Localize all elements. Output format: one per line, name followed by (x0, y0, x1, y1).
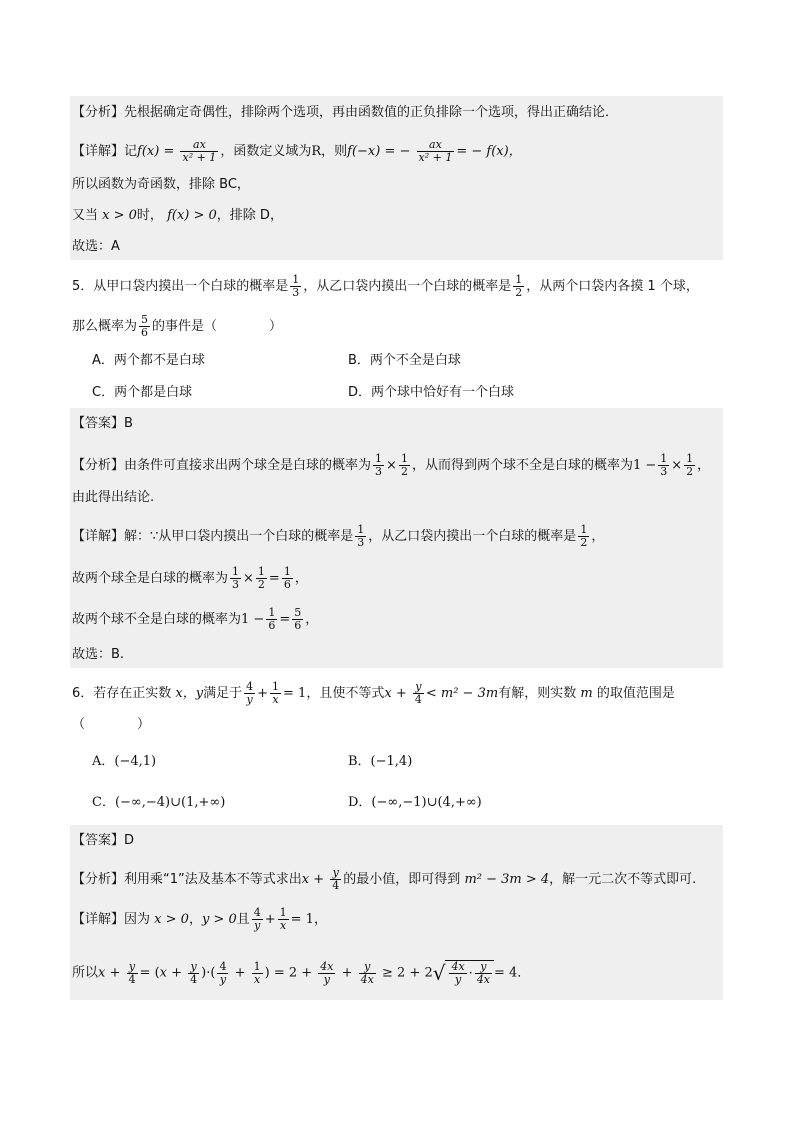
fraction-ax-over-x2plus1-neg: $\frac{ax}{\text{x² + 1}}$ (418, 138, 453, 164)
fraction-1-2: $\frac{1}{2}$ (580, 523, 588, 549)
fraction-1-2: $\frac{1}{2}$ (257, 565, 265, 591)
q5-answer: 【答案】B (72, 416, 133, 431)
fraction-5-6: $\frac{5}{6}$ (294, 606, 302, 632)
fraction-y-over-4x: $\frac{y}{4x}$ (476, 960, 491, 986)
fraction-1-over-x: $\frac{1}{x}$ (279, 906, 287, 932)
fraction-y-over-4: $\frac{y}{4}$ (128, 959, 136, 986)
q6-option-d[interactable]: D．(−∞,−1)∪(4,+∞) (348, 795, 482, 810)
q5-result: 故选：B. (72, 647, 125, 662)
q5-detail-step1: 故两个球全是白球的概率为 $\frac{1}{3}$ × $\frac{1}{2}$ = $\frac{1}{6}$ ， (72, 565, 308, 591)
q4-detail-line1: 【详解】记f(x) = $\frac{ax}{\text{x² + 1}}$ ，函数定义域为R，则f(−x) = − $\frac{ax}{\text{x² + 1}}$ = − f(x)， (72, 138, 522, 164)
q5-option-c[interactable]: C．两个都是白球 (92, 385, 193, 400)
q4-detail-line3: 又当 x > 0时， f(x) > 0，排除 D， (72, 208, 283, 223)
q5-detail-line1: 【详解】解：∵从甲口袋内摸出一个白球的概率是 $\frac{1}{3}$ ，从乙口袋内摸出一个白球的概率是 $\frac{1}{2}$ ， (72, 523, 605, 549)
q6-option-a[interactable]: A．(−4,1) (92, 754, 157, 769)
q5-option-b[interactable]: B．两个不全是白球 (348, 353, 461, 368)
fraction-y-over-4: $\frac{y}{4}$ (190, 959, 198, 986)
q6-detail-final: 所以x + $\frac{y}{4}$ = (x + $\frac{y}{4}$ )·( $\frac{4}{y}$ + $\frac{1}{x}$ ) = 2 + $\frac{4x}{y}$ + $\frac{y}{4x}$ ≥ 2 + 2√ $\frac{4x}{y}$ · $\frac{y}{4x}$ = 4． (72, 959, 531, 986)
fraction-1-2: $\frac{1}{2}$ (686, 452, 694, 478)
fraction-1-6: $\frac{1}{6}$ (268, 606, 276, 632)
fraction-1-3: $\frac{1}{3}$ (292, 273, 300, 299)
sqrt-radicand: $\frac{4x}{y}$ · $\frac{y}{4x}$ (445, 960, 494, 986)
q5-analysis-line2: 由此得出结论. (72, 490, 155, 505)
fraction-1-2: $\frac{1}{2}$ (515, 273, 523, 299)
q4-analysis: 【分析】先根据确定奇偶性，排除两个选项，再由函数值的正负排除一个选项，得出正确结论． (72, 105, 619, 120)
sqrt-sign: √ (432, 961, 446, 985)
fraction-5-6: $\frac{5}{6}$ (141, 313, 149, 339)
q6-option-b[interactable]: B．(−1,4) (348, 754, 413, 769)
fraction-1-2: $\frac{1}{2}$ (400, 452, 408, 478)
fraction-4-over-y: $\frac{4}{y}$ (219, 959, 227, 986)
q6-detail-line1: 【详解】因为 x > 0，y > 0且 $\frac{4}{y}$ + $\frac{1}{x}$ = 1， (72, 906, 327, 932)
fraction-1-over-x: $\frac{1}{x}$ (272, 680, 280, 706)
q5-stem-line1: 5．从甲口袋内摸出一个白球的概率是 $\frac{1}{3}$ ，从乙口袋内摸出一个白球的概率是 $\frac{1}{2}$ ，从两个口袋内各摸 1 个球， (72, 273, 699, 299)
q6-blank: （ ） (72, 717, 151, 732)
fraction-1-over-x: $\frac{1}{x}$ (253, 959, 261, 986)
fraction-1-3: $\frac{1}{3}$ (660, 452, 668, 478)
fraction-y-over-4: $\frac{y}{4}$ (414, 680, 422, 706)
q4-detail-line2: 所以函数为奇函数，排除 BC， (72, 177, 250, 192)
q5-option-d[interactable]: D．两个球中恰好有一个白球 (348, 385, 515, 400)
fraction-4x-over-y: $\frac{4x}{y}$ (320, 959, 334, 986)
fraction-y-over-4x: $\frac{y}{4x}$ (360, 959, 374, 986)
fraction-y-over-4: $\frac{y}{4}$ (332, 866, 340, 892)
fraction-ax-over-x2plus1: $\frac{ax}{\text{x² + 1}}$ (182, 138, 217, 164)
fraction-1-3: $\frac{1}{3}$ (232, 565, 240, 591)
fraction-1-3: $\frac{1}{3}$ (357, 523, 365, 549)
q6-analysis: 【分析】利用乘“1”法及基本不等式求出x + $\frac{y}{4}$ 的最小值，即可得到 m² − 3m > 4，解一元二次不等式即可. (72, 866, 697, 892)
q5-option-a[interactable]: A．两个都不是白球 (92, 353, 205, 368)
q5-analysis-line1: 【分析】由条件可直接求出两个球全是白球的概率为 $\frac{1}{3}$ × $\frac{1}{2}$ ，从而得到两个球不全是白球的概率为1 − $\frac{1}{3}$ × $\frac{1}{2}$ ， (72, 452, 711, 478)
q5-stem-line2: 那么概率为 $\frac{5}{6}$ 的事件是（ ） (72, 313, 283, 339)
fraction-4x-over-y: $\frac{4x}{y}$ (451, 960, 465, 986)
q6-answer: 【答案】D (72, 833, 135, 848)
fraction-4-over-y: $\frac{4}{y}$ (253, 906, 261, 932)
q4-answer: 故选：A (72, 239, 120, 254)
fraction-4-over-y: $\frac{4}{y}$ (246, 680, 254, 706)
q6-option-c[interactable]: C．(−∞,−4)∪(1,+∞) (92, 795, 226, 810)
q5-detail-step2: 故两个球不全是白球的概率为1 − $\frac{1}{6}$ = $\frac{5}{6}$ ， (72, 606, 319, 632)
fraction-1-6: $\frac{1}{6}$ (283, 565, 291, 591)
fraction-1-3: $\frac{1}{3}$ (375, 452, 383, 478)
q6-stem-line1: 6．若存在正实数 x，y满足于 $\frac{4}{y}$ + $\frac{1}{x}$ = 1，且使不等式x + $\frac{y}{4}$ < m² − 3m有解，则实数 m 的取值范围是 (72, 680, 675, 706)
